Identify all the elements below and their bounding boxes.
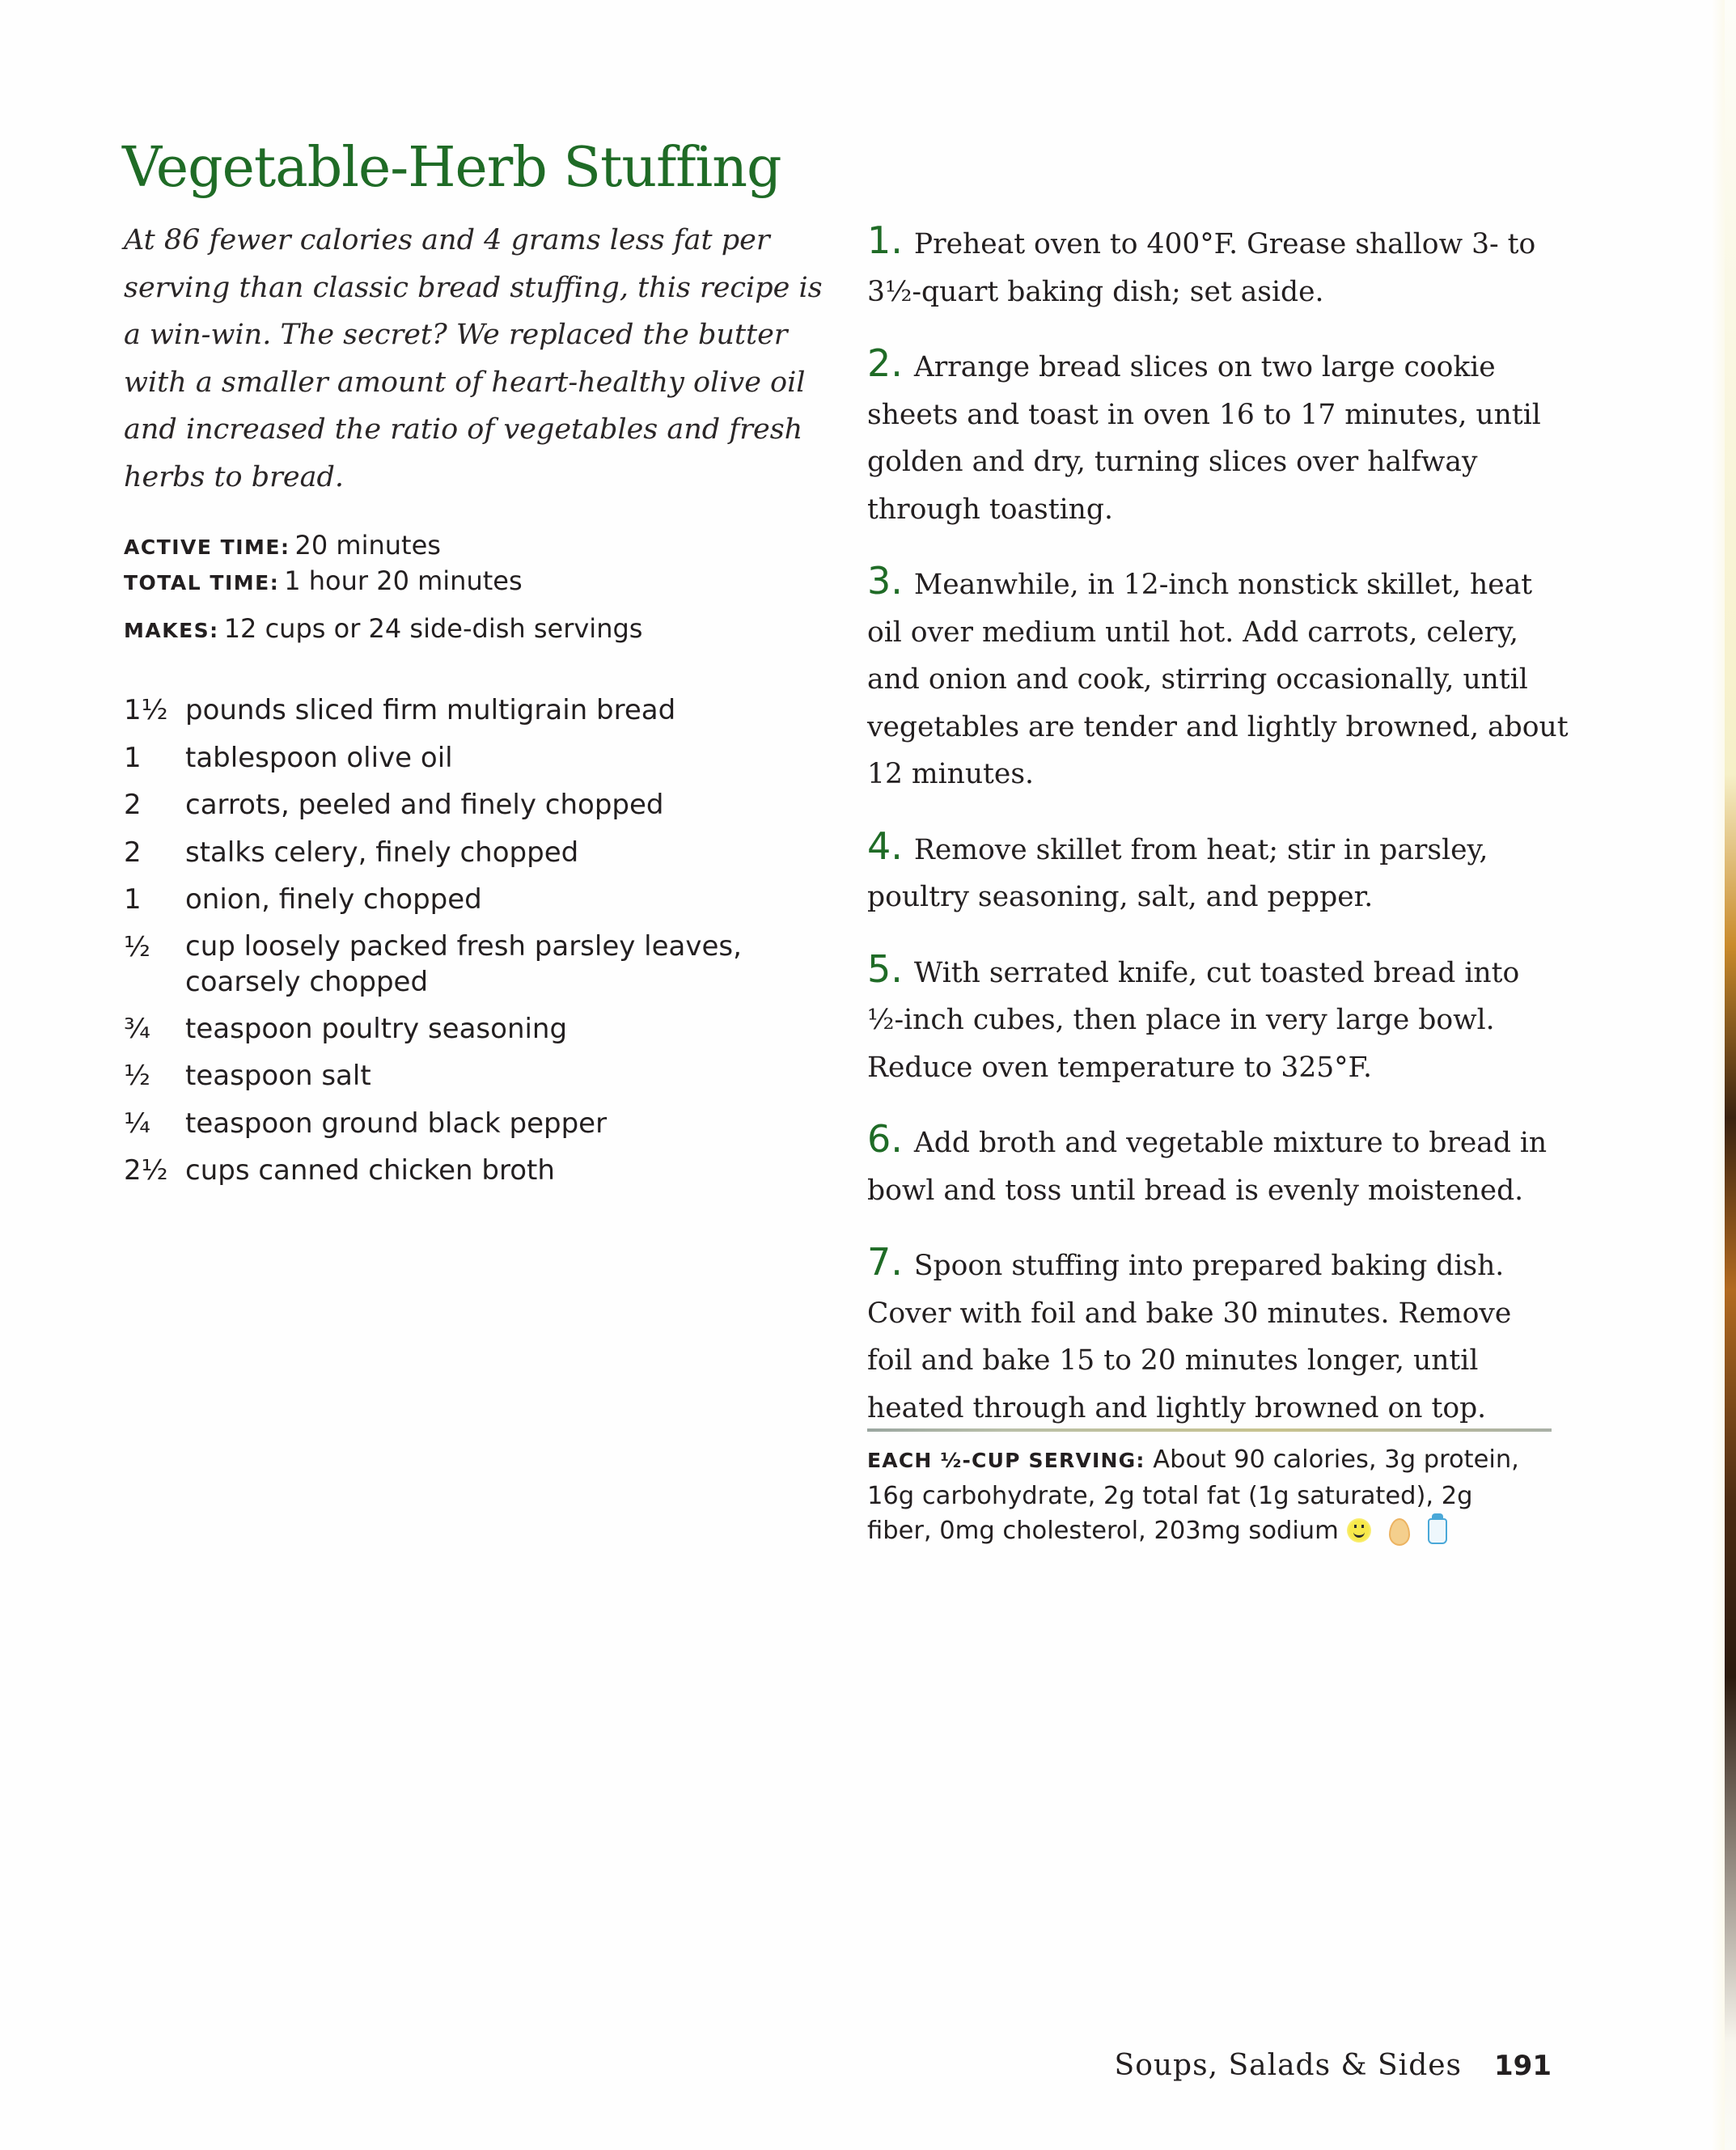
makes-label: MAKES: xyxy=(124,619,219,642)
low-sodium-shaker-icon xyxy=(1428,1518,1447,1544)
ingredient-qty: 1 xyxy=(124,741,142,774)
active-time xyxy=(124,530,852,561)
total-time xyxy=(124,565,852,596)
step-3 xyxy=(867,557,1569,798)
ingredient-text: cups canned chicken broth xyxy=(185,1154,555,1187)
active-time-value: 20 minutes xyxy=(294,530,441,561)
step-text: bowl and toss until bread is evenly moistened. xyxy=(867,1174,1524,1207)
nutrition-icons xyxy=(1347,1518,1447,1546)
ingredient-qty: 2½ xyxy=(124,1154,168,1187)
ingredient-item xyxy=(124,1057,852,1094)
ingredient-text: pounds sliced firm multigrain bread xyxy=(185,694,676,726)
step-text: vegetables are tender and lightly browned, about xyxy=(867,710,1569,743)
ingredient-qty: ¼ xyxy=(124,1107,150,1140)
ingredient-item xyxy=(124,1105,852,1142)
ingredient-qty: ½ xyxy=(124,930,150,963)
ingredient-item xyxy=(124,929,852,1000)
recipe-title: Vegetable-Herb Stuffing xyxy=(122,136,781,200)
step-text: 3½-quart baking dish; set aside. xyxy=(867,275,1324,308)
ingredient-item xyxy=(124,1152,852,1189)
ingredient-text: teaspoon poultry seasoning xyxy=(185,1012,568,1045)
step-text: golden and dry, turning slices over halfway xyxy=(867,446,1478,478)
makes xyxy=(124,613,852,644)
ingredient-qty: ¾ xyxy=(124,1012,150,1045)
ingredient-list xyxy=(124,692,852,1200)
active-time-label: ACTIVE TIME: xyxy=(124,535,290,559)
intro-line: and increased the ratio of vegetables and fresh xyxy=(124,413,803,447)
step-text: and onion and cook, stirring occasionally, until xyxy=(867,663,1528,696)
nutrition-info xyxy=(867,1442,1563,1549)
intro-line: At 86 fewer calories and 4 grams less fat per xyxy=(124,224,770,256)
ingredient-item xyxy=(124,786,852,823)
intro-line: with a smaller amount of heart-healthy olive oil xyxy=(124,366,806,399)
step-number: 1. xyxy=(867,218,903,262)
intro-line: a win-win. The secret? We replaced the butter xyxy=(124,319,788,352)
makes-value: 12 cups or 24 side-dish servings xyxy=(223,613,643,644)
total-time-label: TOTAL TIME: xyxy=(124,571,280,595)
step-6 xyxy=(867,1115,1552,1214)
step-number: 5. xyxy=(867,946,903,991)
page-edge-shadow xyxy=(1712,0,1725,2150)
step-text: Meanwhile, in 12-inch nonstick skillet, heat xyxy=(913,569,1533,601)
step-number: 6. xyxy=(867,1117,903,1161)
intro-line: herbs to bread. xyxy=(124,460,344,493)
step-number: 3. xyxy=(867,559,903,603)
step-text: Add broth and vegetable mixture to bread in xyxy=(913,1127,1548,1159)
step-text: through toasting. xyxy=(867,493,1113,526)
ingredient-text: teaspoon salt xyxy=(185,1060,371,1093)
step-text: 12 minutes. xyxy=(867,758,1035,790)
page-footer xyxy=(1115,2049,1552,2082)
recipe-intro xyxy=(124,217,823,502)
nutrition-divider xyxy=(867,1428,1552,1432)
ingredient-item xyxy=(124,692,852,729)
step-1 xyxy=(867,217,1552,315)
ingredient-qty: 1½ xyxy=(124,694,168,726)
step-text: Arrange bread slices on two large cookie xyxy=(913,351,1496,383)
step-2 xyxy=(867,340,1552,533)
nutrition-label: EACH ½-CUP SERVING: xyxy=(867,1449,1145,1472)
step-number: 7. xyxy=(867,1240,903,1284)
ingredient-item xyxy=(124,1010,852,1047)
step-text: ½-inch cubes, then place in very large bowl. xyxy=(867,1004,1495,1036)
step-text: Reduce oven temperature to 325°F. xyxy=(867,1051,1373,1084)
step-text: With serrated knife, cut toasted bread into xyxy=(913,956,1520,989)
step-text: foil and bake 15 to 20 minutes longer, until xyxy=(867,1344,1479,1377)
step-7 xyxy=(867,1238,1552,1432)
step-number: 2. xyxy=(867,341,903,385)
ingredient-item xyxy=(124,739,852,777)
section-name: Soups, Salads & Sides xyxy=(1114,2049,1463,2082)
adjacent-page-photo-strip xyxy=(1725,0,1736,2150)
total-time-value: 1 hour 20 minutes xyxy=(284,565,523,596)
step-text: heated through and lightly browned on top. xyxy=(867,1391,1487,1424)
nutrition-text: 16g carbohydrate, 2g total fat (1g saturated), 2g xyxy=(867,1481,1473,1510)
ingredient-text: onion, finely chopped xyxy=(185,883,482,916)
step-text: Remove skillet from heat; stir in parsley, xyxy=(913,833,1488,866)
low-fat-drop-icon xyxy=(1389,1518,1410,1546)
ingredient-text: carrots, peeled and finely chopped xyxy=(185,789,664,822)
ingredient-qty: 2 xyxy=(124,836,142,869)
step-text: poultry seasoning, salt, and pepper. xyxy=(867,881,1374,913)
directions xyxy=(867,217,1569,1432)
step-4 xyxy=(867,823,1552,921)
intro-line: serving than classic bread stuffing, this recipe is xyxy=(124,271,823,304)
ingredient-text: cup loosely packed fresh parsley leaves, coarsely chopped xyxy=(185,929,742,998)
step-text: oil over medium until hot. Add carrots, celery, xyxy=(867,616,1518,649)
step-text: Spoon stuffing into prepared baking dish. xyxy=(913,1250,1505,1282)
step-text: Preheat oven to 400°F. Grease shallow 3- to xyxy=(913,228,1536,260)
ingredient-text: stalks celery, finely chopped xyxy=(185,836,579,869)
ingredient-qty: 1 xyxy=(124,883,142,916)
ingredient-qty: 2 xyxy=(124,789,142,822)
step-text: sheets and toast in oven 16 to 17 minutes, until xyxy=(867,398,1541,431)
smiley-heart-healthy-icon xyxy=(1347,1518,1371,1543)
ingredient-item xyxy=(124,834,852,871)
ingredient-qty: ½ xyxy=(124,1060,150,1093)
ingredient-text: teaspoon ground black pepper xyxy=(185,1107,608,1140)
page-number: 191 xyxy=(1494,2050,1552,2082)
step-5 xyxy=(867,946,1552,1092)
step-number: 4. xyxy=(867,823,903,868)
step-text: Cover with foil and bake 30 minutes. Remove xyxy=(867,1297,1512,1330)
ingredient-text: tablespoon olive oil xyxy=(185,741,453,774)
nutrition-text: fiber, 0mg cholesterol, 203mg sodium xyxy=(867,1517,1339,1545)
nutrition-text: About 90 calories, 3g protein, xyxy=(1153,1445,1519,1474)
ingredient-item xyxy=(124,881,852,918)
